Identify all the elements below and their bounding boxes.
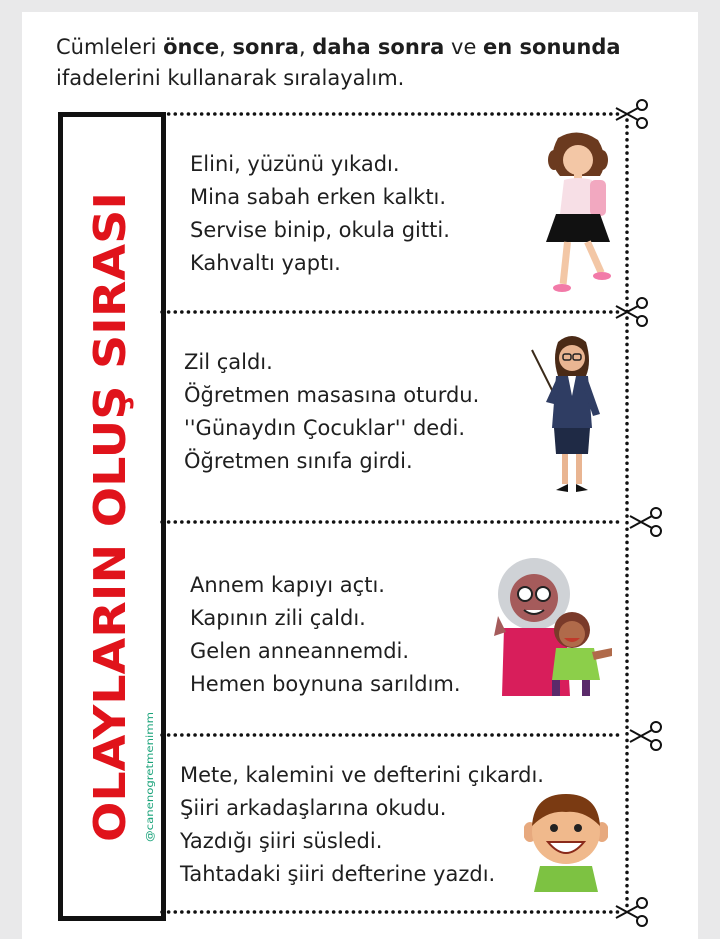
teacher-with-pointer-icon [530, 332, 608, 500]
scissors-icon [614, 896, 650, 928]
scissors-icon [628, 506, 664, 538]
panel-4-sentences [180, 759, 544, 891]
sentence: Öğretmen sınıfa girdi. [184, 449, 413, 473]
watermark-text: @canenogretmenimm [145, 730, 156, 842]
sentence: Mete, kalemini ve defterini çıkardı. [180, 763, 544, 787]
sentence: Yazdığı şiiri süsledi. [180, 829, 383, 853]
sentence: Hemen boynuna sarıldım. [190, 672, 461, 696]
sentence: Öğretmen masasına oturdu. [184, 383, 480, 407]
vertical-title: OLAYLARIN OLUŞ SIRASI [85, 239, 136, 842]
sentence: Zil çaldı. [184, 350, 273, 374]
grandmother-hugging-child-icon [490, 556, 616, 700]
sentence: Tahtadaki şiiri defterine yazdı. [180, 862, 496, 886]
sentence: Servise binip, okula gitti. [190, 218, 450, 242]
sentence: Kapının zili çaldı. [190, 606, 366, 630]
sentence: Gelen anneannemdi. [190, 639, 410, 663]
panel-3-sentences [190, 569, 461, 701]
scissors-icon [628, 720, 664, 752]
sentence: Elini, yüzünü yıkadı. [190, 152, 400, 176]
sentence: Kahvaltı yaptı. [190, 251, 341, 275]
instruction-line-1: Cümleleri önce, sonra, daha sonra ve en sonunda [56, 35, 621, 59]
sentence: Annem kapıyı açtı. [190, 573, 385, 597]
scissors-icon [614, 296, 650, 328]
sentence: Şiiri arkadaşlarına okudu. [180, 796, 447, 820]
sentence: Mina sabah erken kalktı. [190, 185, 447, 209]
panel-1-sentences [190, 148, 450, 280]
smiling-boy-icon [524, 792, 608, 892]
instruction-line-2: ifadelerini kullanarak sıralayalım. [56, 66, 405, 90]
scissors-icon [614, 98, 650, 130]
panel-2-sentences [184, 346, 479, 478]
girl-with-backpack-icon [540, 130, 620, 298]
sentence: ''Günaydın Çocuklar'' dedi. [184, 416, 466, 440]
